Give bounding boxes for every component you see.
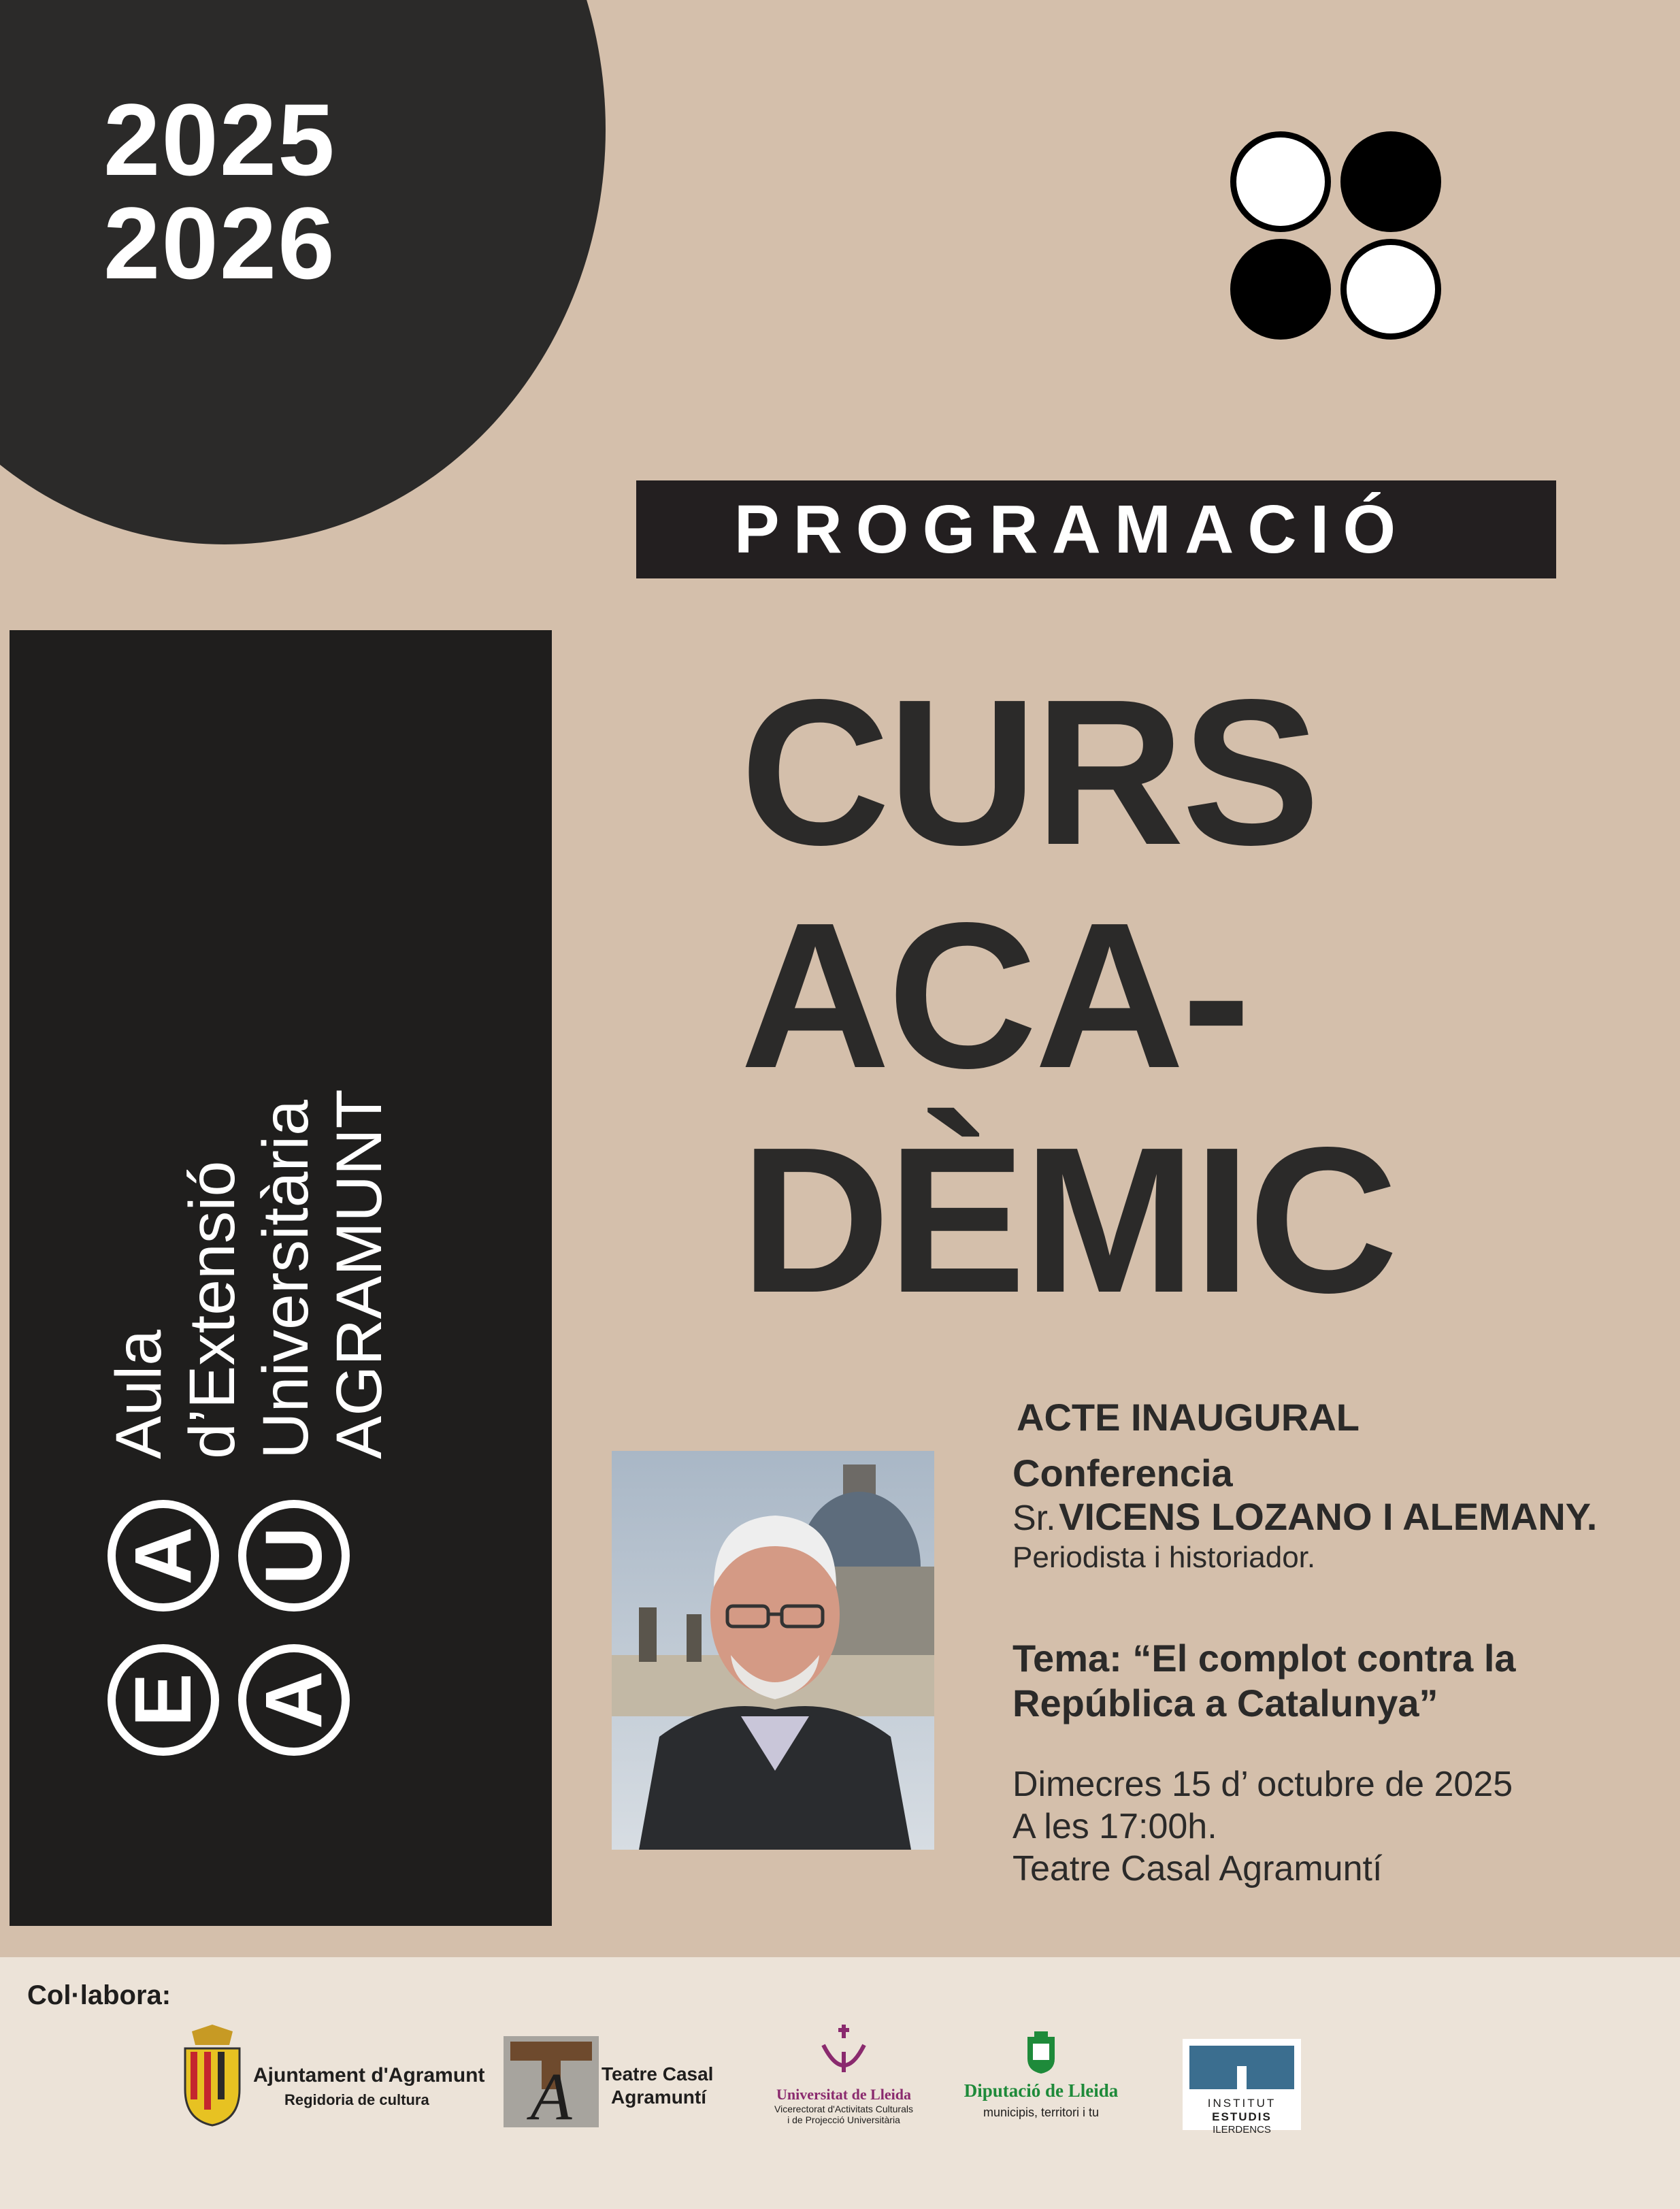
aula-extensio-logo xyxy=(102,1089,396,1756)
diputacio-logo xyxy=(946,2031,1136,2120)
speaker-photo-illustration xyxy=(612,1451,934,1850)
title-line-2: ACA- xyxy=(740,879,1249,1111)
event-time: A les 17:00h. xyxy=(1012,1807,1217,1846)
ajuntament-name: Ajuntament d'Agramunt xyxy=(253,2064,485,2087)
white-dot-icon xyxy=(1230,131,1331,232)
teatre-line-1: Teatre Casal xyxy=(602,2063,714,2084)
diputacio-name: Diputació de Lleida xyxy=(963,2080,1119,2101)
event-type: Conferencia xyxy=(1012,1452,1233,1494)
udl-sub-2: i de Projecció Universitària xyxy=(787,2114,900,2125)
badge-u-icon: A xyxy=(238,1644,350,1756)
event-venue: Teatre Casal Agramuntí xyxy=(1012,1849,1383,1888)
iei-logo xyxy=(1183,2039,1301,2136)
diputacio-sub: municipis, territori i tu xyxy=(983,2106,1100,2119)
iei-line-3: ILERDENCS xyxy=(1213,2124,1271,2136)
teatre-line-2: Agramuntí xyxy=(611,2087,706,2108)
theme-line-1: Tema: “El complot contra la xyxy=(1012,1637,1516,1680)
four-dots-logo xyxy=(1230,131,1447,340)
agramunt-line: AGRAMUNT xyxy=(323,1089,395,1459)
iei-mark-icon xyxy=(1183,2039,1301,2093)
year-start: 2025 xyxy=(103,82,336,197)
programacio-banner xyxy=(636,480,1556,578)
iei-line-2: ESTUDIS xyxy=(1212,2110,1272,2123)
svg-text:A: A xyxy=(530,2059,572,2127)
udl-logo xyxy=(769,2025,919,2125)
extensio-line: d’Extensió xyxy=(176,1160,248,1459)
badge-a-icon: E xyxy=(108,1644,219,1756)
iei-line-1: INSTITUT xyxy=(1207,2097,1277,2110)
speaker-role: Periodista i historiador. xyxy=(1012,1541,1316,1574)
badge-e-icon: A xyxy=(108,1500,219,1611)
speaker-line xyxy=(1012,1494,1597,1539)
speaker-prefix: Sr. xyxy=(1012,1499,1056,1538)
year-end: 2026 xyxy=(103,186,336,300)
speaker-photo xyxy=(612,1451,934,1850)
theme-line-2: República a Catalunya” xyxy=(1012,1682,1438,1724)
badge-a2-icon: U xyxy=(238,1500,350,1611)
teatre-casal-mark-icon xyxy=(504,2036,599,2127)
teatre-casal-logo xyxy=(504,2036,714,2131)
udl-name: Universitat de Lleida xyxy=(776,2086,911,2103)
universitaria-line: Universitària xyxy=(250,1100,322,1459)
programacio-label: PROGRAMACIÓ xyxy=(734,491,1410,568)
event-date: Dimecres 15 d’ octubre de 2025 xyxy=(1012,1765,1513,1804)
title-line-3: DÈMIC xyxy=(740,1104,1396,1336)
black-dot-icon xyxy=(1230,239,1331,340)
event-heading: ACTE INAUGURAL xyxy=(1017,1396,1360,1439)
ajuntament-logo xyxy=(178,2025,485,2130)
udl-sub-1: Vicerectorat d'Activitats Culturals xyxy=(774,2104,913,2114)
ajuntament-sub: Regidoria de cultura xyxy=(284,2091,429,2108)
black-dot-icon xyxy=(1340,131,1441,232)
diputacio-crest-icon xyxy=(1024,2031,1058,2074)
coat-of-arms-icon xyxy=(178,2025,246,2127)
aula-line: Aula xyxy=(103,1329,175,1459)
collabora-label: Col·labora: xyxy=(27,1980,171,2010)
speaker-name: VICENS LOZANO I ALEMANY. xyxy=(1059,1495,1598,1538)
white-dot-icon xyxy=(1340,239,1441,340)
aeua-badges xyxy=(108,1500,350,1756)
udl-emblem-icon xyxy=(817,2025,871,2086)
title-line-1: CURS xyxy=(740,656,1318,888)
